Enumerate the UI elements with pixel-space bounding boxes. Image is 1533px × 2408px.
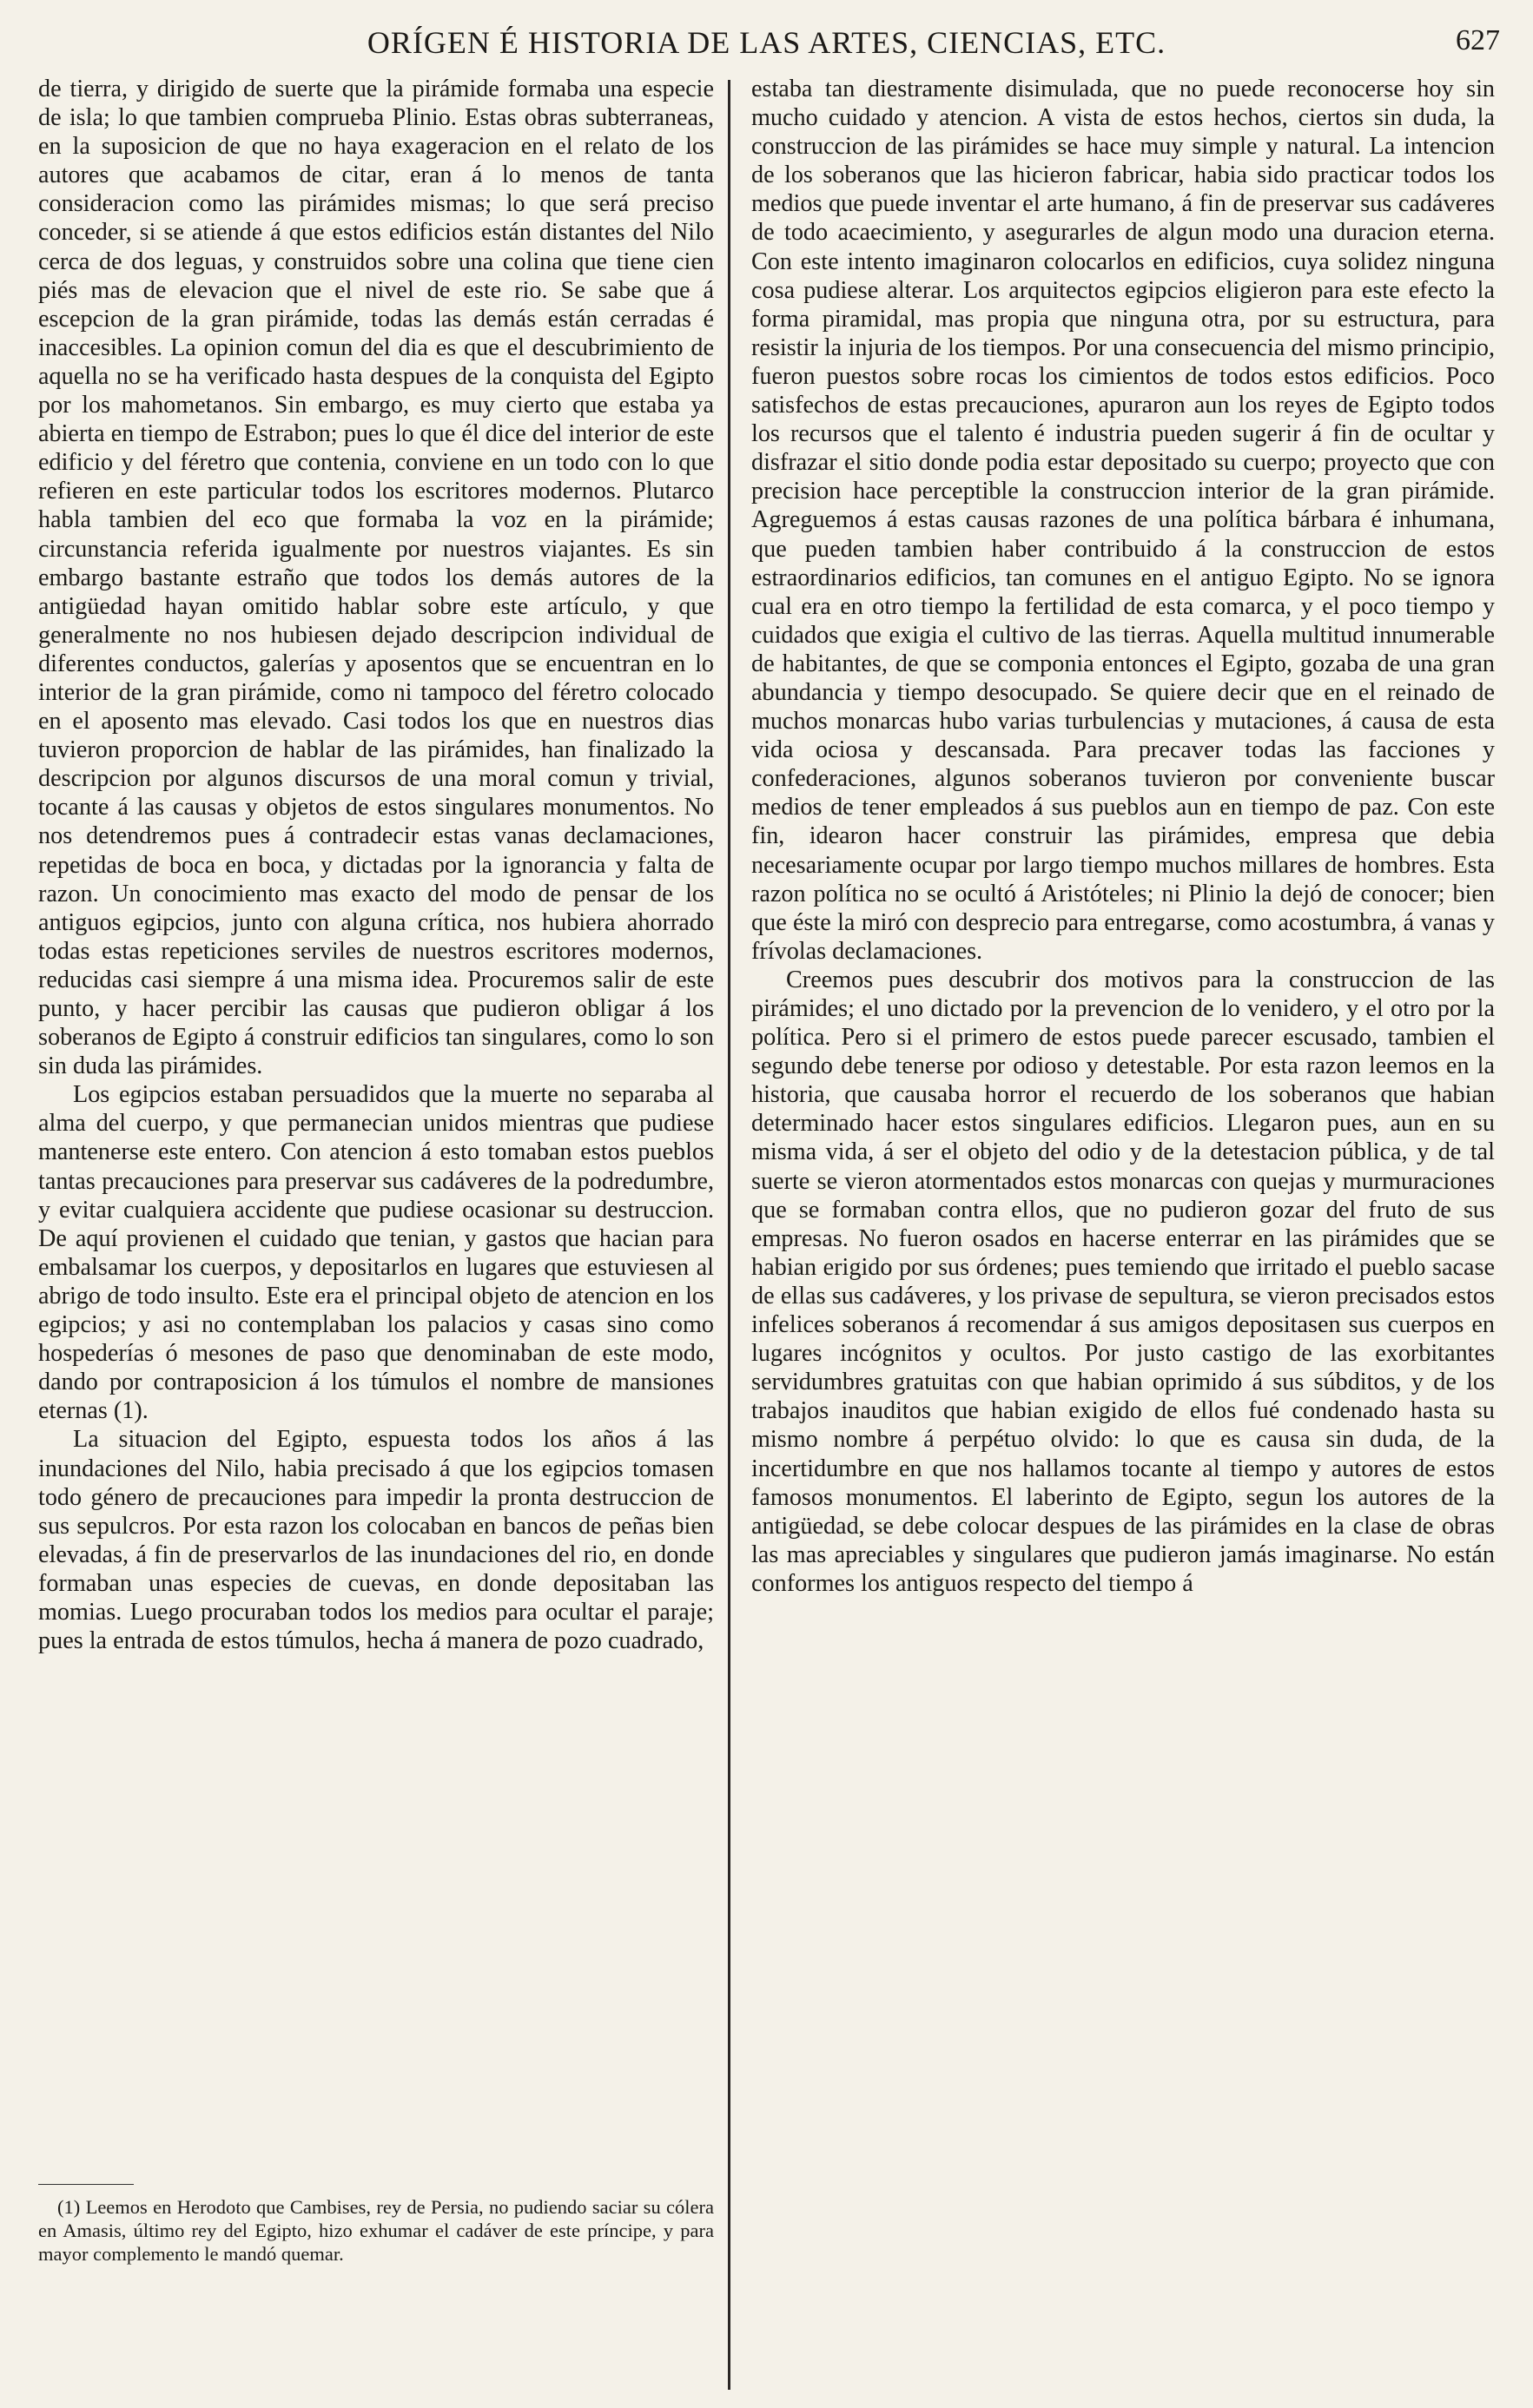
paragraph: Creemos pues descubrir dos motivos para la construccion de las pirámides; el uno dictado por la prevencion de lo venidero, y el otro por la política. Pero si el primero de estos puede parecer escusado, tambien el segundo debe tenerse por odioso y detestable. Por esta razon leemos en la historia, que causaba horror el recuerdo de los soberanos que habian determinado hacer estos singulares edificios. Llegaron pues, aun en su misma vida, á ser el objeto del odio y de la detestacion pública, y de tal suerte se vieron atormentados estos monarcas con quejas y murmuraciones que se formaban contra ellos, que no pudieron gozar del fruto de sus empresas. No fueron osados en hacerse enterrar en las pirámides que se habian erigido por sus órdenes; pues temiendo que irritado el pueblo sacase de ellas sus cadáveres, y los privase de sepultura, se vieron precisados estos infelices soberanos á recomendar á sus amigos depositasen sus cuerpos en lugares incógnitos y ocultos. Por justo castigo de las exorbitantes servidumbres gratuitas con que habian oprimido á sus súbditos, y de los trabajos inauditos que habian exigido de ellos fué condenado hasta su mismo nombre á perpétuo olvido: lo que es causa sin duda, de la incertidumbre en que nos hallamos tocante al tiempo y autores de estos famosos monumentos. El laberinto de Egipto, segun los autores de la antigüedad, se debe colocar despues de las pirámides en la clase de obras las mas apreciables y singulares que pudieron jamás imaginarse. No están conformes los antiguos respecto del tiempo á: [751, 966, 1495, 1597]
column-divider: [728, 80, 730, 2390]
footnote: [38, 2195, 714, 2266]
running-head: [0, 24, 1533, 69]
left-column: [38, 75, 714, 1655]
footnote-divider: [38, 2184, 134, 2185]
paragraph: estaba tan diestramente disimulada, que no puede reconocerse hoy sin mucho cuidado y atencion. A vista de estos hechos, ciertos sin duda, la construccion de las pirámides se hace muy simple y natural. La intencion de los soberanos que las hicieron fabricar, habia sido practicar todos los medios que puede inventar el arte humano, á fin de preservar sus cadáveres de todo acaecimiento, y asegurarles de algun modo una duracion eterna. Con este intento imaginaron colocarlos en edificios, cuya solidez ninguna cosa pudiese alterar. Los arquitectos egipcios eligieron para este efecto la forma piramidal, mas propia que ninguna otra, por su estructura, para resistir la injuria de los tiempos. Por una consecuencia del mismo principio, fueron puestos sobre rocas los cimientos de todos estos edificios. Poco satisfechos de estas precauciones, apuraron aun los reyes de Egipto todos los recursos que el talento é industria pueden sugerir á fin de ocultar y disfrazar el sitio donde podia estar depositado su cuerpo; proyecto que con precision hace perceptible la construccion interior de la gran pirámide. Agreguemos á estas causas razones de una política bárbara é inhumana, que pueden tambien haber contribuido á la construccion de estos estraordinarios edificios, tan comunes en el antiguo Egipto. No se ignora cual era en otro tiempo la fertilidad de esta comarca, y el poco tiempo y cuidados que exigia el cultivo de las tierras. Aquella multitud innumerable de habitantes, de que se componia entonces el Egipto, gozaba de una gran abundancia y tiempo desocupado. Se quiere decir que en el reinado de muchos monarcas hubo varias turbulencias y mutaciones, á causa de esta vida ociosa y descansada. Para precaver todas las facciones y confederaciones, algunos soberanos tuvieron por conveniente buscar medios de tener empleados á sus pueblos aun en tiempo de paz. Con este fin, idearon hacer construir las pirámides, empresa que debia necesariamente ocupar por largo tiempo muchos millares de hombres. Esta razon política no se ocultó á Aristóteles; ni Plinio la dejó de conocer; bien que éste la miró con desprecio para entregarse, como acostumbra, á vanas y frívolas declamaciones.: [751, 76, 1495, 965]
paragraph: La situacion del Egipto, espuesta todos los años á las inundaciones del Nilo, habia precisado á que los egipcios tomasen todo género de precauciones para impedir la pronta destruccion de sus sepulcros. Por esta razon los colocaban en bancos de peñas bien elevadas, á fin de preservarlos de las inundaciones del rio, en donde formaban unas especies de cuevas, en donde depositaban las momias. Luego procuraban todos los medios para ocultar el paraje; pues la entrada de estos túmulos, hecha á manera de pozo cuadrado,: [38, 1426, 714, 1655]
page-number: 627: [1456, 24, 1500, 56]
paragraph: de tierra, y dirigido de suerte que la pirámide formaba una especie de isla; lo que tambien comprueba Plinio. Estas obras subterraneas, en la suposicion de que no haya exageracion en el relato de los autores que acabamos de citar, eran á lo menos de tanta consideracion como las pirámides mismas; lo que será preciso conceder, si se atiende á que estos edificios están distantes del Nilo cerca de dos leguas, y construidos sobre una colina que tiene cien piés mas de elevacion que el nivel de este rio. Se sabe que á escepcion de la gran pirámide, todas las demás están cerradas é inaccesibles. La opinion comun del dia es que el descubrimiento de aquella no se ha verificado hasta despues de la conquista del Egipto por los mahometanos. Sin embargo, es muy cierto que estaba ya abierta en tiempo de Estrabon; pues lo que él dice del interior de este edificio y del féretro que contenia, conviene en un todo con lo que refieren en este particular todos los escritores modernos. Plutarco habla tambien del eco que formaba la voz en la pirámide; circunstancia referida igualmente por nuestros viajantes. Es sin embargo bastante estraño que todos los demás autores de la antigüedad hayan omitido hablar sobre este artículo, y que generalmente no nos hubiesen dejado descripcion individual de diferentes conductos, galerías y aposentos que se encuentran en lo interior de la gran pirámide, como ni tampoco del féretro colocado en el aposento mas elevado. Casi todos los que en nuestros dias tuvieron proporcion de hablar de las pirámides, han finalizado la descripcion por algunos discursos de una moral comun y trivial, tocante á las causas y objetos de estos singulares monumentos. No nos detendremos pues á contradecir estas vanas declamaciones, repetidas de boca en boca, y dictadas por la ignorancia y falta de razon. Un conocimiento mas exacto del modo de pensar de los antiguos egipcios, junto con alguna crítica, nos hubiera ahorrado todas estas repeticiones serviles de nuestros escritores modernos, reducidas casi siempre á una misma idea. Procuremos salir de este punto, y hacer percibir las causas que pudieron obligar á los soberanos de Egipto á construir edificios tan singulares, como lo son sin duda las pirámides.: [38, 76, 714, 1080]
paragraph: Los egipcios estaban persuadidos que la muerte no separaba al alma del cuerpo, y que permanecian unidos mientras que pudiese mantenerse este entero. Con atencion á esto tomaban estos pueblos tantas precauciones para preservar sus cadáveres de la podredumbre, y evitar cualquiera accidente que pudiese ocasionar su destruccion. De aquí provienen el cuidado que tenian, y gastos que hacian para embalsamar los cuerpos, y depositarlos en lugares que estuviesen al abrigo de todo insulto. Este era el principal objeto de atencion en los egipcios; y asi no contemplaban los palacios y casas sino como hospederías ó mesones de paso que denominaban de este modo, dando por contraposicion á los túmulos el nombre de mansiones eternas (1).: [38, 1081, 714, 1425]
running-title: ORÍGEN É HISTORIA DE LAS ARTES, CIENCIAS, ETC.: [367, 25, 1166, 60]
footnote-text: (1) Leemos en Herodoto que Cambises, rey de Persia, no pudiendo saciar su cólera en Amasis, último rey del Egipto, hizo exhumar el cadáver de este príncipe, y para mayor complemento le mandó quemar.: [38, 2196, 714, 2265]
right-column: [751, 75, 1495, 1598]
